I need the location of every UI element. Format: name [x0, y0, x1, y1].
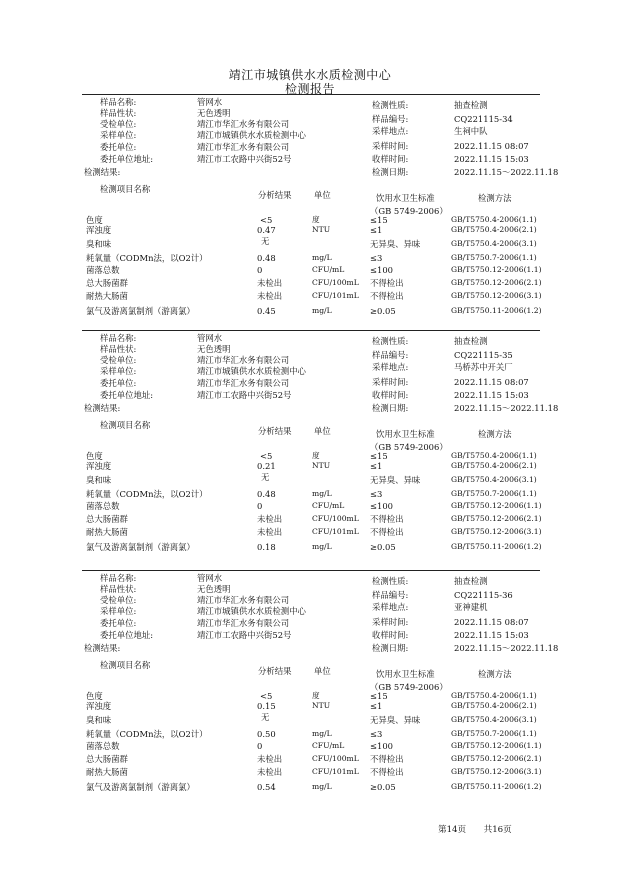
- row-result: 无: [261, 712, 270, 722]
- row-unit: mg/L: [312, 489, 332, 498]
- row-standard: ≤100: [370, 501, 394, 511]
- row-method: GB/T5750.12-2006(2.1): [451, 514, 542, 523]
- label-sample-location: 采样地点:: [372, 126, 409, 136]
- receive-time: 2022.11.15 15:03: [454, 390, 529, 400]
- row-item: 臭和味: [86, 475, 112, 485]
- row-result: 0.47: [257, 225, 276, 235]
- sample-state: 无色透明: [197, 108, 231, 118]
- sampler: 靖江市城镇供水水质检测中心: [197, 606, 306, 616]
- sample-time: 2022.11.15 08:07: [454, 141, 529, 151]
- label-results: 检测结果:: [84, 643, 121, 653]
- label-sample-state: 样品性状:: [100, 344, 137, 354]
- row-standard: 不得检出: [370, 754, 404, 764]
- col-item: 检测项目名称: [100, 660, 151, 670]
- row-standard: ≤100: [370, 265, 394, 275]
- row-unit: 度: [312, 691, 320, 700]
- row-standard: 不得检出: [370, 527, 404, 537]
- client: 靖江市华汇水务有限公司: [197, 119, 290, 129]
- sample-time: 2022.11.15 08:07: [454, 377, 529, 387]
- label-sample-state: 样品性状:: [100, 584, 137, 594]
- client: 靖江市华汇水务有限公司: [197, 355, 290, 365]
- row-result: 未检出: [257, 767, 283, 777]
- test-date: 2022.11.15～2022.11.18: [454, 403, 559, 413]
- entrusted-address: 靖江市工农路中兴街52号: [197, 630, 292, 640]
- col-std-code: （GB 5749-2006）: [370, 206, 448, 216]
- row-result: 0.50: [257, 729, 276, 739]
- row-unit: CFU/100mL: [312, 514, 359, 523]
- row-unit: NTU: [312, 701, 331, 710]
- row-item: 色度: [86, 691, 103, 701]
- row-standard: 无异臭、异味: [370, 715, 421, 725]
- test-type: 抽查检测: [454, 100, 488, 110]
- label-sample-no: 样品编号:: [372, 590, 409, 600]
- row-item: 臭和味: [86, 239, 112, 249]
- label-test-date: 检测日期:: [372, 167, 409, 177]
- label-client: 受检单位:: [100, 119, 137, 129]
- row-standard: ≤1: [370, 225, 383, 235]
- row-item: 耗氧量（CODMn法，以O2计）: [86, 253, 208, 263]
- row-method: GB/T5750.11-2006(1.2): [451, 306, 542, 315]
- sample-name: 管网水: [197, 97, 223, 107]
- row-result: 0: [257, 741, 263, 751]
- row-item: 色度: [86, 215, 103, 225]
- entrusted-unit: 靖江市华汇水务有限公司: [197, 142, 290, 152]
- col-result: 分析结果: [258, 190, 292, 200]
- row-item: 菌落总数: [86, 501, 120, 511]
- row-method: GB/T5750.4-2006(1.1): [451, 451, 537, 460]
- row-item: 菌落总数: [86, 265, 120, 275]
- label-test-date: 检测日期:: [372, 643, 409, 653]
- sample-location: 生祠中队: [454, 126, 488, 136]
- row-unit: CFU/mL: [312, 265, 345, 274]
- row-result: 0.21: [257, 461, 276, 471]
- label-test-type: 检测性质:: [372, 576, 409, 586]
- row-result: <5: [260, 691, 273, 701]
- col-unit: 单位: [314, 666, 331, 676]
- row-item: 耐热大肠菌: [86, 527, 128, 537]
- row-item: 浑浊度: [86, 461, 112, 471]
- label-sample-location: 采样地点:: [372, 602, 409, 612]
- row-standard: 不得检出: [370, 514, 404, 524]
- label-test-type: 检测性质:: [372, 100, 409, 110]
- row-method: GB/T5750.12-2006(3.1): [451, 291, 542, 300]
- col-method: 检测方法: [478, 669, 512, 679]
- row-method: GB/T5750.12-2006(1.1): [451, 501, 542, 510]
- label-sample-time: 采样时间:: [372, 377, 409, 387]
- row-standard: ≥0.05: [370, 306, 396, 316]
- entrusted-unit: 靖江市华汇水务有限公司: [197, 618, 290, 628]
- row-item: 臭和味: [86, 715, 112, 725]
- sample-name: 管网水: [197, 333, 223, 343]
- row-method: GB/T5750.7-2006(1.1): [451, 489, 537, 498]
- row-standard: ≤100: [370, 741, 394, 751]
- row-method: GB/T5750.4-2006(1.1): [451, 215, 537, 224]
- label-entrusted-address: 委托单位地址:: [100, 630, 154, 640]
- row-standard: 无异臭、异味: [370, 239, 421, 249]
- page-number: 第14页: [438, 825, 467, 835]
- test-type: 抽查检测: [454, 576, 488, 586]
- label-sample-name: 样品名称:: [100, 573, 137, 583]
- row-unit: CFU/100mL: [312, 754, 359, 763]
- block-top-rule: [82, 94, 540, 95]
- label-sample-name: 样品名称:: [100, 97, 137, 107]
- row-method: GB/T5750.4-2006(2.1): [451, 225, 537, 234]
- test-type: 抽查检测: [454, 336, 488, 346]
- row-result: <5: [260, 451, 273, 461]
- label-entrusted-address: 委托单位地址:: [100, 390, 154, 400]
- label-entrusted-unit: 委托单位:: [100, 618, 137, 628]
- label-results: 检测结果:: [84, 403, 121, 413]
- row-method: GB/T5750.4-2006(1.1): [451, 691, 537, 700]
- row-standard: ≤3: [370, 489, 383, 499]
- row-method: GB/T5750.12-2006(2.1): [451, 278, 542, 287]
- receive-time: 2022.11.15 15:03: [454, 630, 529, 640]
- row-method: GB/T5750.12-2006(1.1): [451, 741, 542, 750]
- row-unit: CFU/mL: [312, 501, 345, 510]
- row-result: 0.54: [257, 782, 276, 792]
- label-receive-time: 收样时间:: [372, 630, 409, 640]
- sample-state: 无色透明: [197, 344, 231, 354]
- row-standard: ≤1: [370, 701, 383, 711]
- row-method: GB/T5750.7-2006(1.1): [451, 729, 537, 738]
- col-std-code: （GB 5749-2006）: [370, 682, 448, 692]
- row-method: GB/T5750.4-2006(3.1): [451, 715, 537, 724]
- row-item: 耗氧量（CODMn法，以O2计）: [86, 729, 208, 739]
- row-item: 氯气及游离氯制剂（游离氯）: [86, 782, 195, 792]
- receive-time: 2022.11.15 15:03: [454, 154, 529, 164]
- row-result: 0.48: [257, 489, 276, 499]
- row-unit: CFU/101mL: [312, 291, 359, 300]
- sample-no: CQ221115-34: [454, 114, 513, 124]
- row-unit: CFU/mL: [312, 741, 345, 750]
- col-item: 检测项目名称: [100, 184, 151, 194]
- label-entrusted-unit: 委托单位:: [100, 142, 137, 152]
- row-result: 未检出: [257, 291, 283, 301]
- row-standard: ≤15: [370, 215, 388, 225]
- row-item: 总大肠菌群: [86, 754, 128, 764]
- row-unit: NTU: [312, 225, 331, 234]
- row-method: GB/T5750.4-2006(2.1): [451, 461, 537, 470]
- sample-no: CQ221115-35: [454, 350, 513, 360]
- entrusted-address: 靖江市工农路中兴街52号: [197, 154, 292, 164]
- row-unit: mg/L: [312, 729, 332, 738]
- row-unit: 度: [312, 451, 320, 460]
- label-sampler: 采样单位:: [100, 366, 137, 376]
- row-result: 0.15: [257, 701, 276, 711]
- row-result: 0.45: [257, 306, 276, 316]
- row-item: 氯气及游离氯制剂（游离氯）: [86, 306, 195, 316]
- block-top-rule: [82, 330, 540, 331]
- page-total: 共16页: [483, 825, 512, 835]
- row-result: 未检出: [257, 754, 283, 764]
- row-item: 色度: [86, 451, 103, 461]
- col-method: 检测方法: [478, 193, 512, 203]
- row-item: 浑浊度: [86, 225, 112, 235]
- col-unit: 单位: [314, 190, 331, 200]
- row-result: 0: [257, 501, 263, 511]
- col-unit: 单位: [314, 426, 331, 436]
- label-sample-location: 采样地点:: [372, 362, 409, 372]
- row-item: 耐热大肠菌: [86, 767, 128, 777]
- row-unit: NTU: [312, 461, 331, 470]
- row-result: 0: [257, 265, 263, 275]
- label-sampler: 采样单位:: [100, 606, 137, 616]
- report-block: [0, 94, 620, 330]
- sampler: 靖江市城镇供水水质检测中心: [197, 130, 306, 140]
- row-unit: mg/L: [312, 542, 332, 551]
- col-item: 检测项目名称: [100, 420, 151, 430]
- row-result: 未检出: [257, 514, 283, 524]
- row-standard: 不得检出: [370, 767, 404, 777]
- test-date: 2022.11.15～2022.11.18: [454, 167, 559, 177]
- row-method: GB/T5750.12-2006(1.1): [451, 265, 542, 274]
- row-result: 无: [261, 472, 270, 482]
- test-date: 2022.11.15～2022.11.18: [454, 643, 559, 653]
- row-standard: ≥0.05: [370, 782, 396, 792]
- col-result: 分析结果: [258, 426, 292, 436]
- label-sample-no: 样品编号:: [372, 114, 409, 124]
- report-title: 检测报告: [284, 82, 335, 96]
- row-unit: mg/L: [312, 782, 332, 791]
- row-method: GB/T5750.4-2006(2.1): [451, 701, 537, 710]
- report-block: [0, 330, 620, 566]
- row-result: <5: [260, 215, 273, 225]
- label-entrusted-address: 委托单位地址:: [100, 154, 154, 164]
- row-result: 0.48: [257, 253, 276, 263]
- col-result: 分析结果: [258, 666, 292, 676]
- label-sample-name: 样品名称:: [100, 333, 137, 343]
- row-method: GB/T5750.12-2006(2.1): [451, 754, 542, 763]
- label-sample-state: 样品性状:: [100, 108, 137, 118]
- row-method: GB/T5750.4-2006(3.1): [451, 239, 537, 248]
- row-item: 耗氧量（CODMn法，以O2计）: [86, 489, 208, 499]
- sample-location: 马桥苏中开关厂: [454, 362, 513, 372]
- row-item: 总大肠菌群: [86, 514, 128, 524]
- sample-time: 2022.11.15 08:07: [454, 617, 529, 627]
- row-item: 氯气及游离氯制剂（游离氯）: [86, 542, 195, 552]
- label-sampler: 采样单位:: [100, 130, 137, 140]
- col-std: 饮用水卫生标准: [376, 669, 435, 679]
- row-standard: ≤15: [370, 451, 388, 461]
- row-item: 耐热大肠菌: [86, 291, 128, 301]
- row-unit: CFU/101mL: [312, 767, 359, 776]
- sample-name: 管网水: [197, 573, 223, 583]
- row-unit: mg/L: [312, 306, 332, 315]
- label-client: 受检单位:: [100, 595, 137, 605]
- row-method: GB/T5750.11-2006(1.2): [451, 542, 542, 551]
- label-sample-no: 样品编号:: [372, 350, 409, 360]
- label-entrusted-unit: 委托单位:: [100, 378, 137, 388]
- row-result: 未检出: [257, 278, 283, 288]
- row-standard: ≥0.05: [370, 542, 396, 552]
- row-result: 未检出: [257, 527, 283, 537]
- row-result: 0.18: [257, 542, 276, 552]
- label-sample-time: 采样时间:: [372, 617, 409, 627]
- label-results: 检测结果:: [84, 167, 121, 177]
- row-standard: ≤3: [370, 729, 383, 739]
- row-standard: 不得检出: [370, 278, 404, 288]
- row-standard: 无异臭、异味: [370, 475, 421, 485]
- col-std: 饮用水卫生标准: [376, 429, 435, 439]
- label-sample-time: 采样时间:: [372, 141, 409, 151]
- sample-no: CQ221115-36: [454, 590, 513, 600]
- label-receive-time: 收样时间:: [372, 154, 409, 164]
- row-unit: CFU/100mL: [312, 278, 359, 287]
- row-unit: 度: [312, 215, 320, 224]
- row-method: GB/T5750.12-2006(3.1): [451, 767, 542, 776]
- col-method: 检测方法: [478, 429, 512, 439]
- label-client: 受检单位:: [100, 355, 137, 365]
- label-test-type: 检测性质:: [372, 336, 409, 346]
- row-result: 无: [261, 236, 270, 246]
- entrusted-address: 靖江市工农路中兴街52号: [197, 390, 292, 400]
- sampler: 靖江市城镇供水水质检测中心: [197, 366, 306, 376]
- row-standard: 不得检出: [370, 291, 404, 301]
- row-method: GB/T5750.11-2006(1.2): [451, 782, 542, 791]
- label-test-date: 检测日期:: [372, 403, 409, 413]
- row-method: GB/T5750.4-2006(3.1): [451, 475, 537, 484]
- row-item: 菌落总数: [86, 741, 120, 751]
- row-method: GB/T5750.12-2006(3.1): [451, 527, 542, 536]
- block-top-rule: [82, 570, 540, 571]
- row-standard: ≤3: [370, 253, 383, 263]
- label-receive-time: 收样时间:: [372, 390, 409, 400]
- row-standard: ≤15: [370, 691, 388, 701]
- org-title: 靖江市城镇供水水质检测中心: [228, 68, 392, 82]
- row-standard: ≤1: [370, 461, 383, 471]
- sample-state: 无色透明: [197, 584, 231, 594]
- entrusted-unit: 靖江市华汇水务有限公司: [197, 378, 290, 388]
- sample-location: 亚神建机: [454, 602, 488, 612]
- col-std-code: （GB 5749-2006）: [370, 442, 448, 452]
- row-unit: CFU/101mL: [312, 527, 359, 536]
- row-method: GB/T5750.7-2006(1.1): [451, 253, 537, 262]
- col-std: 饮用水卫生标准: [376, 193, 435, 203]
- row-item: 浑浊度: [86, 701, 112, 711]
- row-item: 总大肠菌群: [86, 278, 128, 288]
- page-footer: [438, 823, 512, 835]
- row-unit: mg/L: [312, 253, 332, 262]
- client: 靖江市华汇水务有限公司: [197, 595, 290, 605]
- report-block: [0, 570, 620, 806]
